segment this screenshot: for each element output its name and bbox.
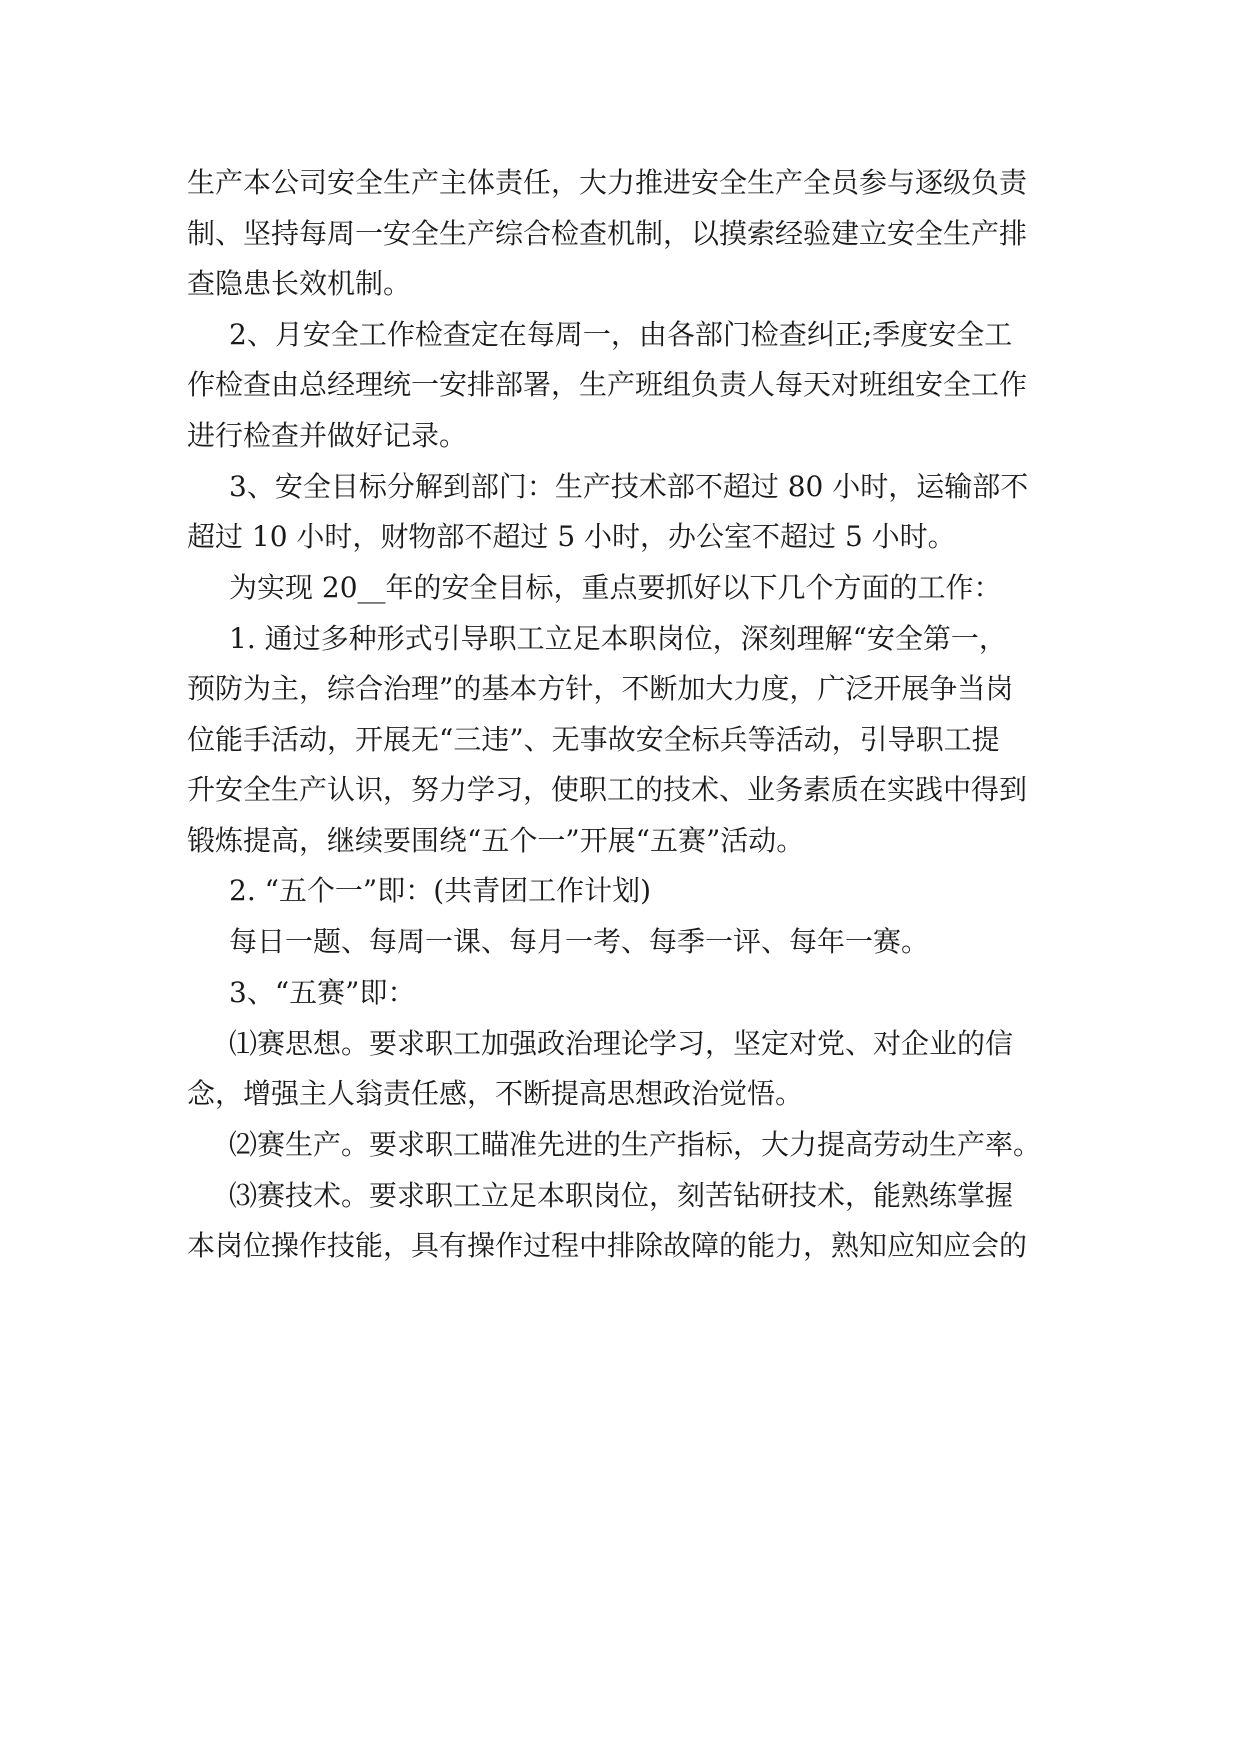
text-line: 位能手活动，开展无“三违”、无事故安全标兵等活动，引导职工提 (187, 722, 1000, 756)
text-line: 本岗位操作技能，具有操作过程中排除故障的能力，熟知应知应会的 (187, 1229, 1028, 1263)
text-line: 超过 10 小时，财物部不超过 5 小时，办公室不超过 5 小时。 (187, 520, 956, 554)
text-line: 1. 通过多种形式引导职工立足本职岗位，深刻理解“安全第一， (229, 621, 1007, 655)
text-line: 每日一题、每周一课、每月一考、每季一评、每年一赛。 (229, 925, 930, 959)
text-line: 查隐患长效机制。 (187, 267, 412, 300)
text-line: 升安全生产认识，努力学习，使职工的技术、业务素质在实践中得到 (187, 773, 1028, 807)
text-line: 念，增强主人翁责任感，不断提高思想政治觉悟。 (187, 1077, 804, 1111)
text-line: 制、坚持每周一安全生产综合检查机制，以摸索经验建立安全生产排 (187, 216, 1028, 250)
text-line: 作检查由总经理统一安排部署，生产班组负责人每天对班组安全工作 (187, 368, 1028, 402)
text-line: 为实现 20__年的安全目标，重点要抓好以下几个方面的工作： (229, 570, 1002, 604)
document-body (187, 158, 1067, 1272)
text-line: 锻炼提高，继续要围绕“五个一”开展“五赛”活动。 (187, 823, 805, 857)
text-line: 生产本公司安全生产主体责任，大力推进安全生产全员参与逐级负责 (187, 166, 1028, 199)
text-line: 2、月安全工作检查定在每周一，由各部门检查纠正;季度安全工 (229, 317, 1013, 351)
text-line: 进行检查并做好记录。 (187, 418, 468, 452)
text-line: 2. “五个一”即：(共青团工作计划) (229, 874, 652, 908)
text-line: ⑵赛生产。要求职工瞄准先进的生产指标，大力提高劳动生产率。 (229, 1128, 1042, 1162)
text-line: 3、“五赛”即： (229, 976, 416, 1010)
text-line: ⑶赛技术。要求职工立足本职岗位，刻苦钻研技术，能熟练掌握 (229, 1178, 1014, 1212)
text-line: 预防为主，综合治理”的基本方针，不断加大力度，广泛开展争当岗 (187, 672, 1014, 706)
text-line: 3、安全目标分解到部门：生产技术部不超过 80 小时，运输部不 (229, 469, 1029, 503)
text-line: ⑴赛思想。要求职工加强政治理论学习，坚定对党、对企业的信 (229, 1026, 1014, 1060)
